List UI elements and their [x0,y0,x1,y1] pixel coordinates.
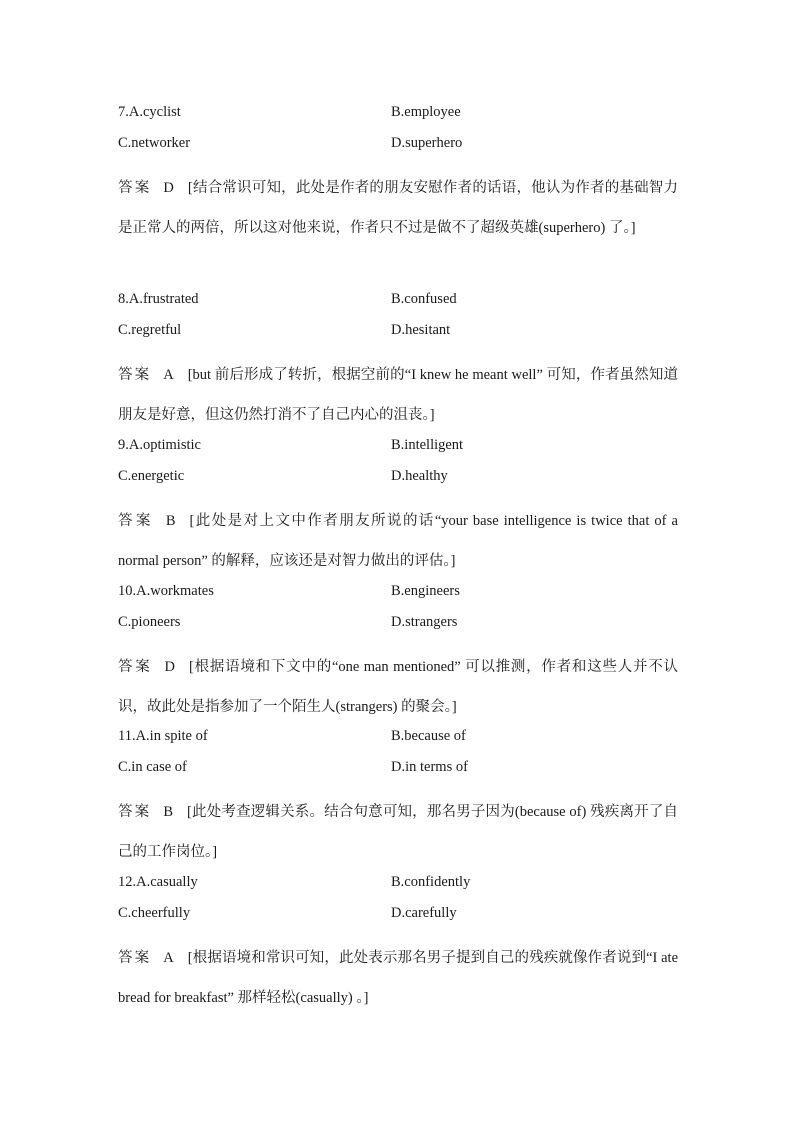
question-12 [118,873,678,1018]
option-b: B.because of [391,728,466,744]
answer-label: 答案 [118,950,152,966]
explanation-text: [此处考查逻辑关系。结合句意可知，那名男子因为(because of) 残疾离开了自己的工作岗位。] [118,804,679,860]
option-a: 11.A.in spite of [118,728,208,744]
option-a: 7.A.cyclist [118,104,181,120]
option-d: D.in terms of [391,759,468,775]
answer-label: 答案 [118,513,154,529]
explanation-text: [结合常识可知，此处是作者的朋友安慰作者的话语，他认为作者的基础智力是正常人的两倍，所以这对他来说，作者只不过是做不了超级英雄(superhero) 了。] [118,180,679,236]
options-row [118,290,678,321]
answer-label: 答案 [118,804,152,820]
explanation-text: [此处是对上文中作者朋友所说的话“your base intelligence is twice that of a normal person” 的解释，应该还是对智力做出的评估。] [118,513,678,569]
answer-explanation [118,792,678,872]
explanation-text: [根据语境和下文中的“one man mentioned” 可以推测，作者和这些人并不认识，故此处是指参加了一个陌生人(strangers) 的聚会。] [118,659,679,715]
options-row [118,436,678,467]
answer-label: 答案 [118,367,152,383]
option-a: 8.A.frustrated [118,291,199,307]
option-c: C.pioneers [118,614,181,630]
option-b: B.confused [391,291,457,307]
option-a: 10.A.workmates [118,583,214,599]
option-b: B.confidently [391,874,471,890]
answer-explanation [118,355,678,435]
option-b: B.employee [391,104,461,120]
options-row [118,467,678,498]
answer-explanation [118,168,678,248]
options-row [118,134,678,165]
option-d: D.healthy [391,468,448,484]
answer-key: D [164,659,176,675]
explanation-text: [根据语境和常识可知，此处表示那名男子提到自己的残疾就像作者说到“I ate bread for breakfast” 那样轻松(casually) 。] [118,950,679,1006]
answer-key: B [165,513,176,529]
option-d: D.carefully [391,905,457,921]
answer-key: D [163,180,174,196]
option-c: C.energetic [118,468,185,484]
answer-key: A [163,367,174,383]
answer-key: B [163,804,174,820]
options-row [118,613,678,644]
option-d: D.hesitant [391,322,451,338]
options-row [118,103,678,134]
options-row [118,873,678,904]
option-a: 12.A.casually [118,874,198,890]
answer-label: 答案 [118,180,152,196]
question-8 [118,290,678,435]
options-row [118,904,678,935]
option-b: B.engineers [391,583,460,599]
answer-key: A [163,950,174,966]
options-row [118,321,678,352]
option-c: C.regretful [118,322,182,338]
option-c: C.cheerfully [118,905,191,921]
options-row [118,727,678,758]
options-row [118,582,678,613]
options-row [118,758,678,789]
question-7 [118,103,678,248]
question-10 [118,582,678,727]
option-a: 9.A.optimistic [118,437,201,453]
answer-explanation [118,501,678,581]
option-c: C.in case of [118,759,187,775]
question-11 [118,727,678,872]
option-b: B.intelligent [391,437,464,453]
answer-explanation [118,647,678,727]
question-9 [118,436,678,581]
answer-label: 答案 [118,659,153,675]
option-d: D.superhero [391,135,463,151]
option-c: C.networker [118,135,191,151]
explanation-text: [but 前后形成了转折，根据空前的“I knew he meant well” 可知，作者虽然知道朋友是好意，但这仍然打消不了自己内心的沮丧。] [118,367,679,423]
option-d: D.strangers [391,614,458,630]
answer-explanation [118,938,678,1018]
